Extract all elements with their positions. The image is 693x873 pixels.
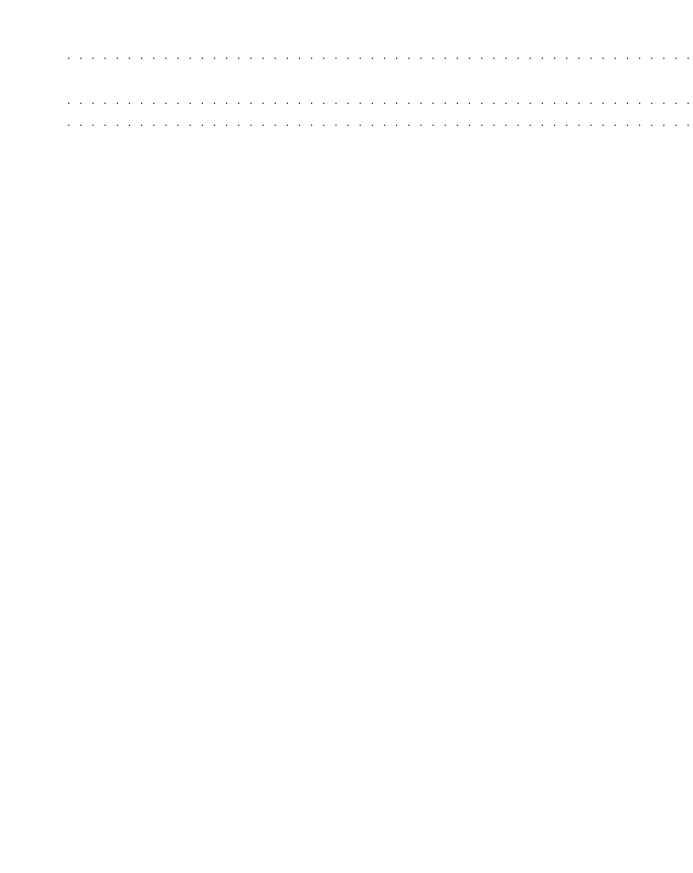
toc-entry-row xyxy=(63,47,693,64)
toc-dot-leader: . . . . . . . . . . . . . . . . . . . . . . . . . . . . . . . . . . . . . . . . . . . . . . . . . . . . xyxy=(67,48,693,62)
toc-entry-row xyxy=(63,114,693,131)
table-of-contents xyxy=(63,47,693,136)
toc-entry xyxy=(63,47,693,64)
toc-dot-leader: . . . . . . . . . . . . . . . . . . . . . . . . . . . . . . . . . . . . . . . . . . . . . . . . . . . . xyxy=(67,93,693,107)
toc-entry xyxy=(63,114,693,131)
toc-entry-row xyxy=(63,92,693,109)
toc-entry xyxy=(63,92,693,109)
toc-dot-leader: . . . . . . . . . . . . . . . . . . . . . . . . . . . . . . . . . . . . . . . . . . . . . . . . . . . . xyxy=(67,115,693,129)
